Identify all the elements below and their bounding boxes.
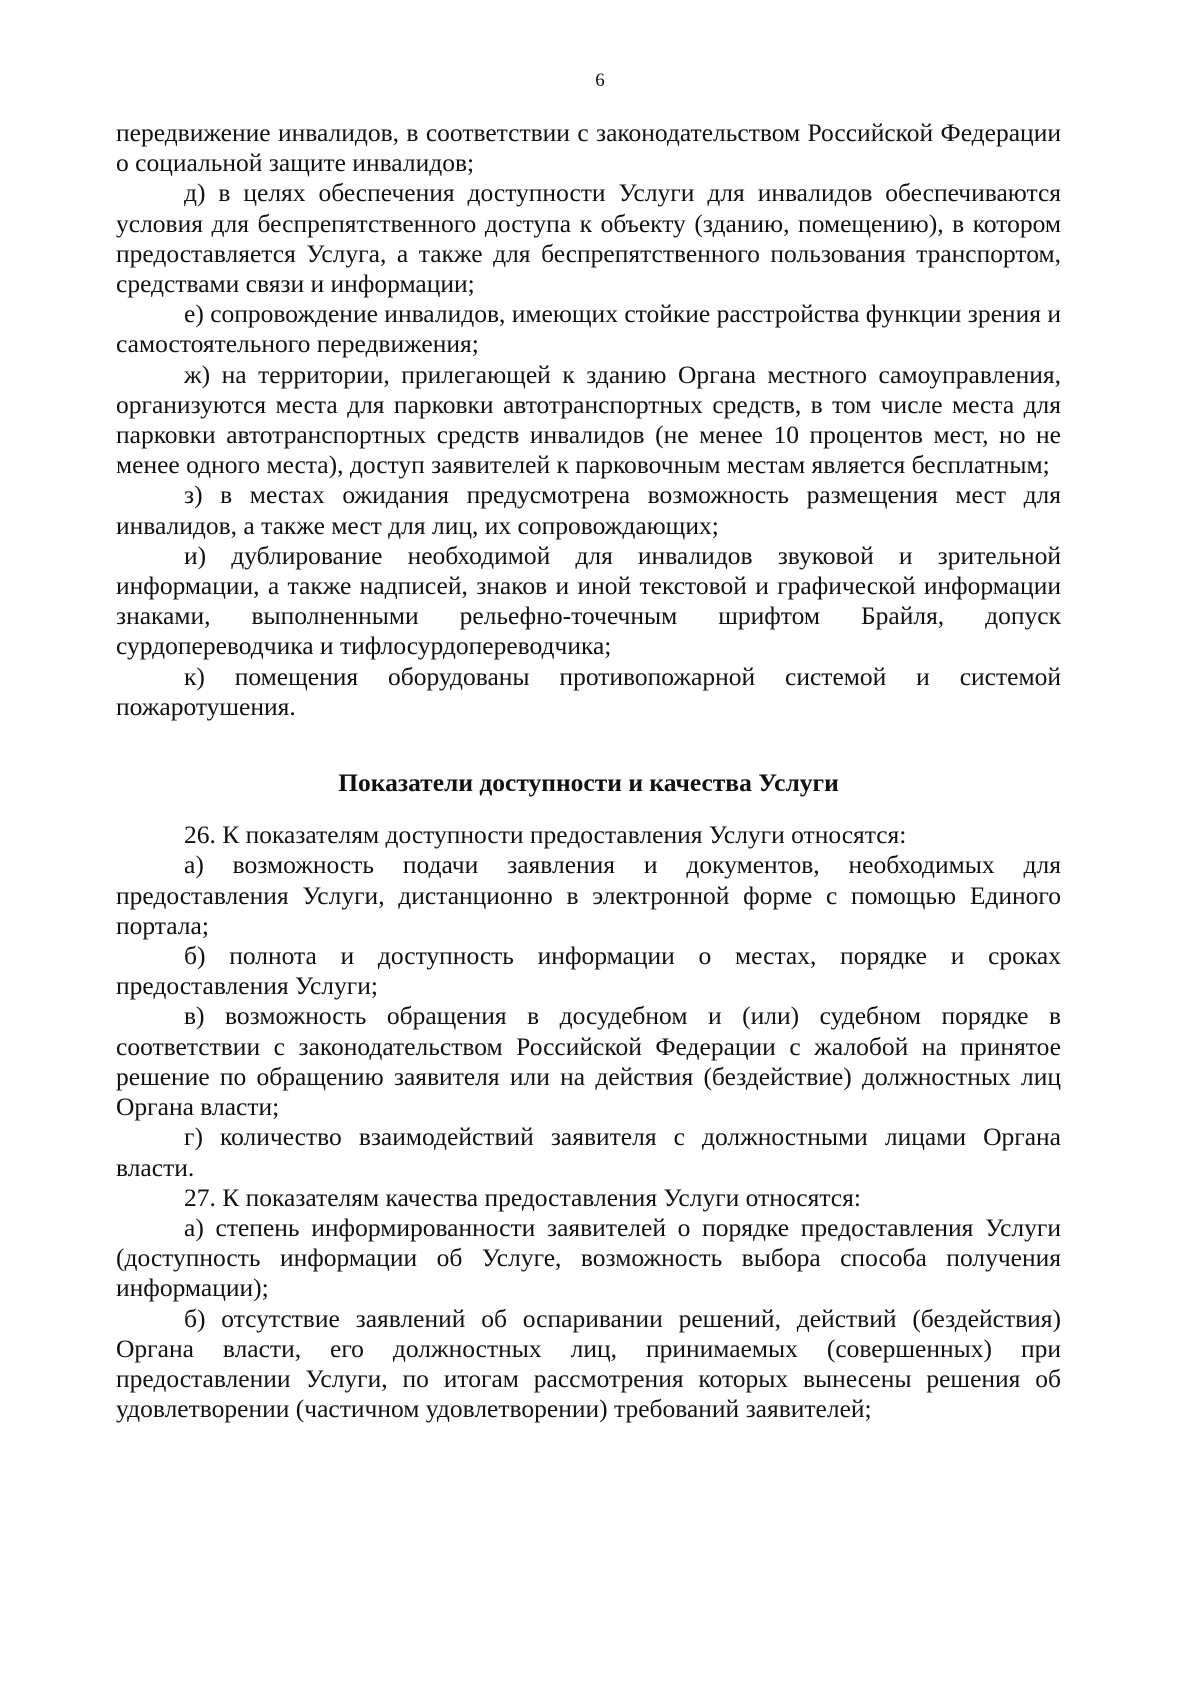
paragraph: 27. К показателям качества предоставления Услуги относятся: bbox=[184, 1182, 861, 1212]
paragraph-group-indicators bbox=[116, 820, 1061, 1424]
paragraph: а) степень информированности заявителей о порядке предоставления Услуги (доступность информации об Услуге, возможность выбора способа получения информации); bbox=[116, 1212, 1061, 1303]
paragraph: г) количество взаимодействий заявителя с должностными лицами Органа власти. bbox=[116, 1122, 1061, 1182]
paragraph: и) дублирование необходимой для инвалидов звуковой и зрительной информации, а также надписей, знаков и иной текстовой и графической информации знаками, выполненными рельефно-точечным шрифтом Брайля, допуск сурдопереводчика и тифлосурдопереводчика; bbox=[116, 540, 1061, 661]
paragraph: д) в целях обеспечения доступности Услуги для инвалидов обеспечиваются условия для беспрепятственного доступа к объекту (зданию, помещению), в котором предоставляется Услуга, а также для беспрепятственного пользования транспортом, средствами связи и информации; bbox=[116, 178, 1061, 299]
paragraph: 26. К показателям доступности предоставления Услуги относятся: bbox=[184, 820, 907, 850]
paragraph: б) полнота и доступность информации о местах, порядке и сроках предоставления Услуги; bbox=[116, 941, 1061, 1001]
paragraph: передвижение инвалидов, в соответствии с законодательством Российской Федерации о социальной защите инвалидов; bbox=[116, 118, 1061, 178]
section-heading: Показатели доступности и качества Услуги bbox=[338, 768, 839, 798]
paragraph: в) возможность обращения в досудебном и (или) судебном порядке в соответствии с законодательством Российской Федерации с жалобой на принятое решение по обращению заявителя или на действия (бездействие) должностных лиц Органа власти; bbox=[116, 1001, 1061, 1122]
paragraph: к) помещения оборудованы противопожарной системой и системой пожаротушения. bbox=[116, 661, 1061, 721]
page-number: 6 bbox=[595, 70, 605, 91]
paragraph: б) отсутствие заявлений об оспаривании решений, действий (бездействия) Органа власти, его должностных лиц, принимаемых (совершенных) при предоставлении Услуги, по итогам рассмотрения которых вынесены решения об удовлетворении (частичном удовлетворении) требований заявителей; bbox=[116, 1303, 1061, 1424]
paragraph: з) в местах ожидания предусмотрена возможность размещения мест для инвалидов, а также мест для лиц, их сопровождающих; bbox=[116, 480, 1061, 540]
paragraph: е) сопровождение инвалидов, имеющих стойкие расстройства функции зрения и самостоятельного передвижения; bbox=[116, 299, 1061, 359]
paragraph: ж) на территории, прилегающей к зданию Органа местного самоуправления, организуются места для парковки автотранспортных средств, в том числе места для парковки автотранспортных средств инвалидов (не менее 10 процентов мест, но не менее одного места), доступ заявителей к парковочным местам является бесплатным; bbox=[116, 359, 1061, 480]
paragraph-group-accessibility-conditions bbox=[116, 118, 1061, 722]
paragraph: а) возможность подачи заявления и документов, необходимых для предоставления Услуги, дистанционно в электронной форме с помощью Единого портала; bbox=[116, 850, 1061, 940]
document-body bbox=[116, 118, 1061, 1424]
